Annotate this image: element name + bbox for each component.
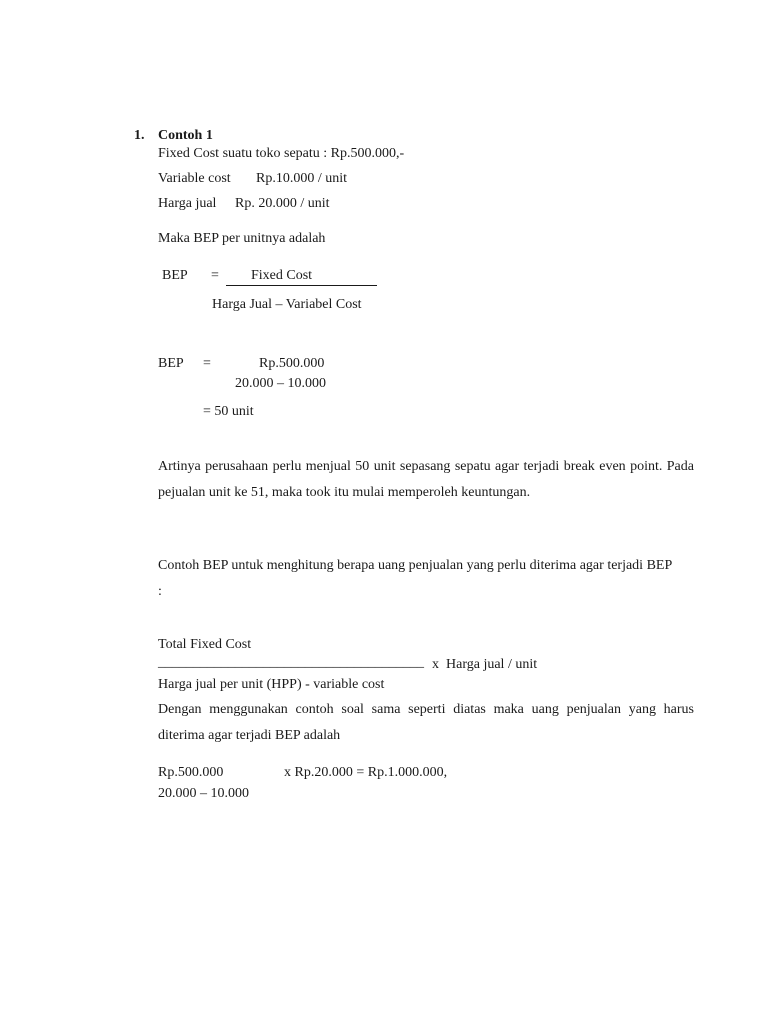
formula-sales-line: ______________________________________	[158, 655, 424, 670]
formula-sales-denominator: Harga jual per unit (HPP) - variable cost	[158, 677, 385, 692]
formula-unit-numerator: Fixed Cost	[251, 268, 313, 283]
formula-sales-numerator: Total Fixed Cost	[158, 637, 252, 652]
bep-intro: Maka BEP per unitnya adalah	[158, 231, 326, 246]
calc-unit-denominator: 20.000 – 10.000	[235, 376, 326, 391]
formula-unit-denominator: Harga Jual – Variabel Cost	[212, 297, 362, 312]
formula-unit-lhs: BEP	[162, 268, 188, 283]
calc-sales-multiplier: x Rp.20.000 = Rp.1.000.000,	[284, 765, 448, 780]
harga-jual-value: Rp. 20.000 / unit	[235, 196, 330, 211]
calc-unit-eq: =	[203, 356, 211, 371]
calc-unit-numerator: Rp.500.000	[259, 356, 325, 371]
calc-unit-lhs: BEP	[158, 356, 184, 371]
variable-cost-label: Variable cost	[158, 171, 231, 186]
calc-sales-denominator: 20.000 – 10.000	[158, 786, 249, 801]
fixed-cost-line: Fixed Cost suatu toko sepatu : Rp.500.000,-	[158, 146, 405, 161]
section-number: 1.	[134, 128, 145, 143]
section-title: Contoh 1	[158, 128, 213, 143]
fraction-bar	[226, 285, 377, 286]
calc-unit-result: = 50 unit	[203, 404, 254, 419]
variable-cost-value: Rp.10.000 / unit	[256, 171, 348, 186]
formula-unit-eq: =	[211, 268, 219, 283]
explanation-paragraph: Artinya perusahaan perlu menjual 50 unit sepasang sepatu agar terjadi break even point. Pada pejualan unit ke 51, maka took itu mulai memperoleh keuntungan.	[158, 459, 694, 500]
harga-jual-label: Harga jual	[158, 196, 217, 211]
sales-intro-paragraph: Contoh BEP untuk menghitung berapa uang penjualan yang perlu diterima agar terjadi BEP :	[158, 558, 672, 599]
sales-explanation-paragraph: Dengan menggunakan contoh soal sama seperti diatas maka uang penjualan yang harus diterima agar terjadi BEP adalah	[158, 702, 694, 743]
calc-sales-numerator: Rp.500.000	[158, 765, 224, 780]
formula-sales-multiplier: x Harga jual / unit	[432, 657, 538, 672]
